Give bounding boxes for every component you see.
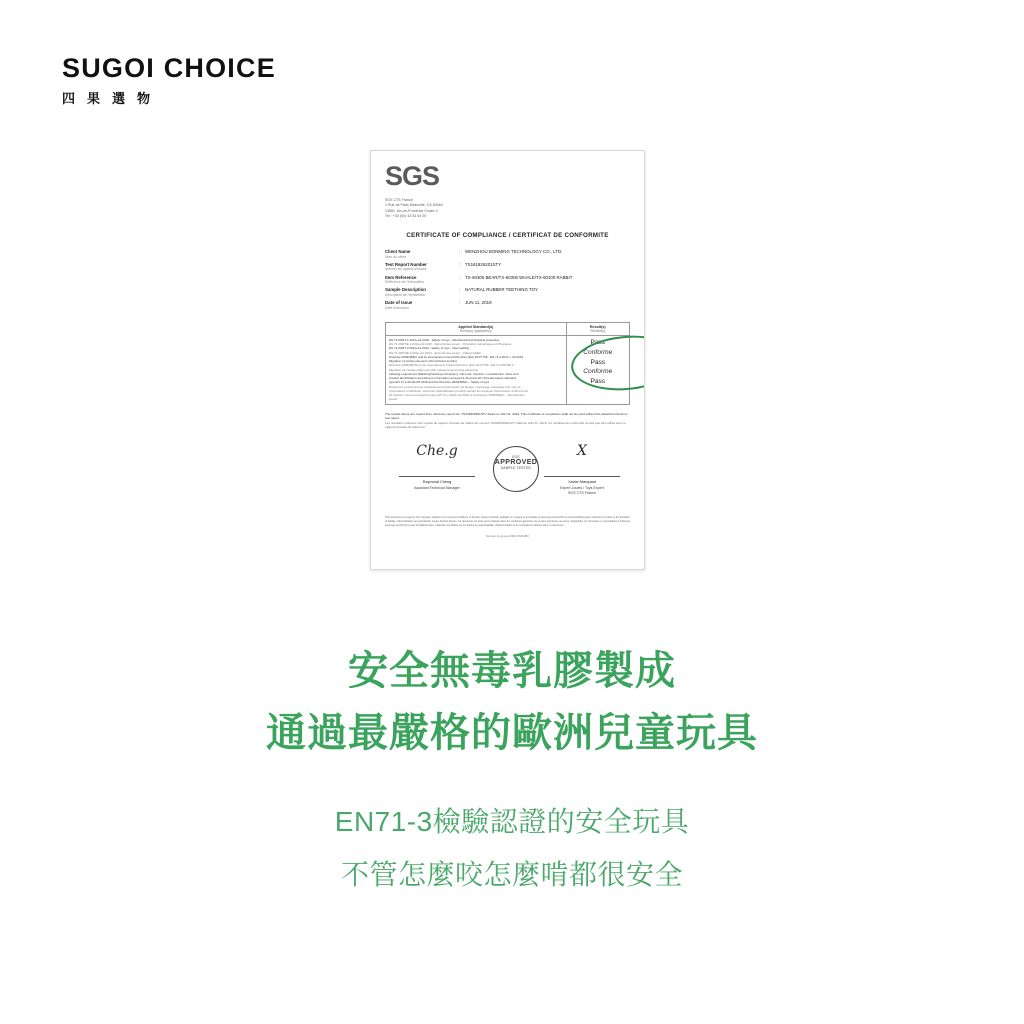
signature-mark: Che.g [416,443,458,460]
requirement-line: product identification according to Information annexed II.26 and A.2d of the European standard [389,376,516,381]
certificate-footer-page: Numéro du groupe 0381 (R2018F) [486,533,529,538]
headline-line-1: 安全無毒乳膠製成 [348,649,676,693]
requirement-line: EN 71-PART 2:2011+A1:2014 - Safety of toys - Flammability [389,346,470,351]
field-value: JUN 11, 2019 [465,300,492,306]
certificate-title: CERTIFICATE OF COMPLIANCE / CERTIFICAT DE CONFORMITE [406,232,609,240]
col-result-fr: Résultat(s) [590,328,606,333]
field-label-en: Sample Description [385,287,426,293]
field-value: NATURAL RUBBER TEETHING TOY [465,287,538,293]
requirement-line: l'importateur et fabricant, éléments d'identification produit) suivant les annexes d'information II.26 et A.2d [389,388,528,393]
requirement-line: jouets [389,397,398,402]
results-body-row [386,335,630,404]
stamp-bottom: SAMPLE TESTED [500,466,532,471]
signer-name: Raymond Cheng [422,480,452,485]
certificate-note [385,412,630,431]
field-label [385,262,459,275]
field-label-fr: Description de l'échantillon [385,292,426,297]
requirement-line: EN 71-PART 1:2014+A1:2018 - Safety of toys - Mechanical and physical properties [389,337,500,342]
certificate-fields [385,249,630,313]
field-value: TS161826201STY [465,261,502,267]
headline-block [0,640,1024,764]
address-line: 13851, Aix-en-Provence Cedex 3 [385,208,438,213]
field-label-fr: Date d'émission [385,305,410,310]
requirement-line: Directive 2009/48/CE et son amendement Conseil Directive (EU) 2017/738 - EN 71-PARTIE 3 [389,363,514,368]
field-colon: : [459,287,461,293]
result-conforme: Conforme [583,368,613,376]
field-row [385,262,630,275]
field-label [385,300,459,313]
results-header-row [386,322,630,335]
brand-logo [62,55,276,107]
subtitle-line-2: 不管怎麼咬怎麼啃都很安全 [340,859,683,891]
stamp-middle: APPROVED [494,459,538,467]
field-label-en: Client Name [385,249,411,255]
field-colon: : [459,261,461,267]
field-colon: : [459,300,461,306]
requirement-line: de l'article / norme européenne type EN 71-1:2014+A1:2018 et la directive 2009/48/EC – Sécurité des [389,393,525,398]
field-label-fr: Référence de l'échantillon [385,280,424,285]
signer-org: SGS CTS France [568,491,596,496]
sgs-logo: SGS [385,161,440,191]
requirement-line: Labeling requirement (Marking/Cleaning instruction), CE mark, Importer / manufacturer name and [389,371,519,376]
field-label [385,275,459,288]
field-row [385,249,630,262]
signer-role: Assistant Technical Manager [414,485,460,490]
brand-name-cn: 四果選物 [62,91,163,106]
field-label-fr: Numéro du rapport d'essais [385,267,427,272]
note-en: The results above are copied from reference report No. TS161826201STY dated on JUN 11, 2019. This certificate of compliance shall not be used without the attached reference test report. [385,411,628,421]
requirements-cell [386,335,567,404]
requirement-line: EN 71-PARTIE 2:2011+A1:2014 - Sécurité des jouets - Inflammabilité [389,350,481,355]
address-line: Tel : +33 (0)4 42 61 64 00 [385,213,427,218]
result-cell [566,335,629,404]
field-row [385,275,630,288]
approved-stamp-icon [493,446,539,492]
result-conforme: Conforme [583,348,613,356]
field-row [385,300,630,313]
field-colon: : [459,249,461,255]
certificate-document [370,150,645,570]
field-label-en: Test Report Number [385,261,427,267]
result-pass: Pass [590,358,606,366]
requirement-list [389,338,563,402]
requirement-line: Migration of certain elements (All restricted toxicity) [389,359,457,364]
field-label [385,249,459,262]
col-requirements-fr: Norme(s) Appliquée(s) [459,328,492,333]
subtitle-block [0,795,1024,901]
signature-area [385,444,630,510]
headline-line-2: 通過最嚴格的歐洲兒童玩具 [266,711,758,755]
signer-name: Xavier Marquant [568,480,596,485]
result-values [570,338,626,387]
col-result-en: Result(s) [589,324,606,329]
field-label-en: Date of Issue [385,300,413,306]
address-line: SGS CTS France [385,198,413,202]
stamp-top: SGS [512,455,520,460]
subtitle-line-1: EN71-3檢驗認證的安全玩具 [334,806,690,837]
requirement-line: Exigences concernant les avertissements (Instruction de lavage / nettoyage, marquage CE, nom et [389,384,521,389]
field-label [385,287,459,300]
certificate-footer: This document is issued by the Company subject to its General Conditions of Service printed overleaf, available on request or accessible at www.sgs.com/en/Terms-and-Conditions.aspx. Attention is drawn to the limitation of liability, indemnification and jurisdiction issues defined therein. Ce document est émis par la Société dans les conditions générales de service imprimées au verso, disponibles sur demande ou consultables à l'adresse www.sgs.com/fr/Terms-and-Conditions.aspx. L'attention est attirée sur les limites de responsabilité, d'indemnisation et de compétence définies dans ce document. [385,516,630,527]
field-row [385,287,630,300]
result-pass: Pass [590,338,606,346]
signer-role: Expert Jouets / Toys Expert [560,485,604,490]
field-value: WENZHOU BONMING TECHNOLOGY CO., LTD. [465,249,563,255]
signature-line [399,476,475,477]
requirement-line: Directive 2009/48/EC and its amendment Council Directive (EU) 2017/738 - EN 71-3:2013 + A3:2018 [389,354,523,359]
col-requirements [386,322,567,335]
requirement-line: type EN 71-1:20 WeAR 2018 and the Directive 2009/48/EC – Safety of toys [389,380,490,385]
results-table [385,322,630,405]
requirement-line: Migration de certains éléments (Par catégorie de tout les éléments) [389,367,479,372]
signature-mark: X [577,443,587,460]
requirement-line: EN 71-PARTIE 1:2014+A1:2018 - Sécurité des jouets - Propriétés mécaniques et Physiques [389,342,512,347]
field-label-en: Item Reference [385,274,417,280]
result-pass: Pass [590,378,606,386]
brand-name-en: SUGOI CHOICE [62,53,276,83]
signature-line [544,476,620,477]
signature-block-right [536,444,628,496]
note-fr: Les résultats ci-dessus sont copiés du rapport d'essais de référence numéro TS161826201STY daté du JUN 11, 2019. Ce certificat de conformité ne doit pas être utilisé sans le rapport d'essais de référence. [385,420,626,430]
address-line: 1 Rue de Paris Deauville, CS 60464 [385,203,443,208]
signature-block-left [391,444,483,491]
field-colon: : [459,274,461,280]
sgs-address [385,198,630,219]
field-label-fr: Nom du client [385,254,406,259]
col-requirements-en: Applied Standard(s) [458,324,494,329]
col-result [566,322,629,335]
field-value: TX-60305 BEAR/TX-60306 WHALE/TX-60100 RABBIT [465,274,573,280]
